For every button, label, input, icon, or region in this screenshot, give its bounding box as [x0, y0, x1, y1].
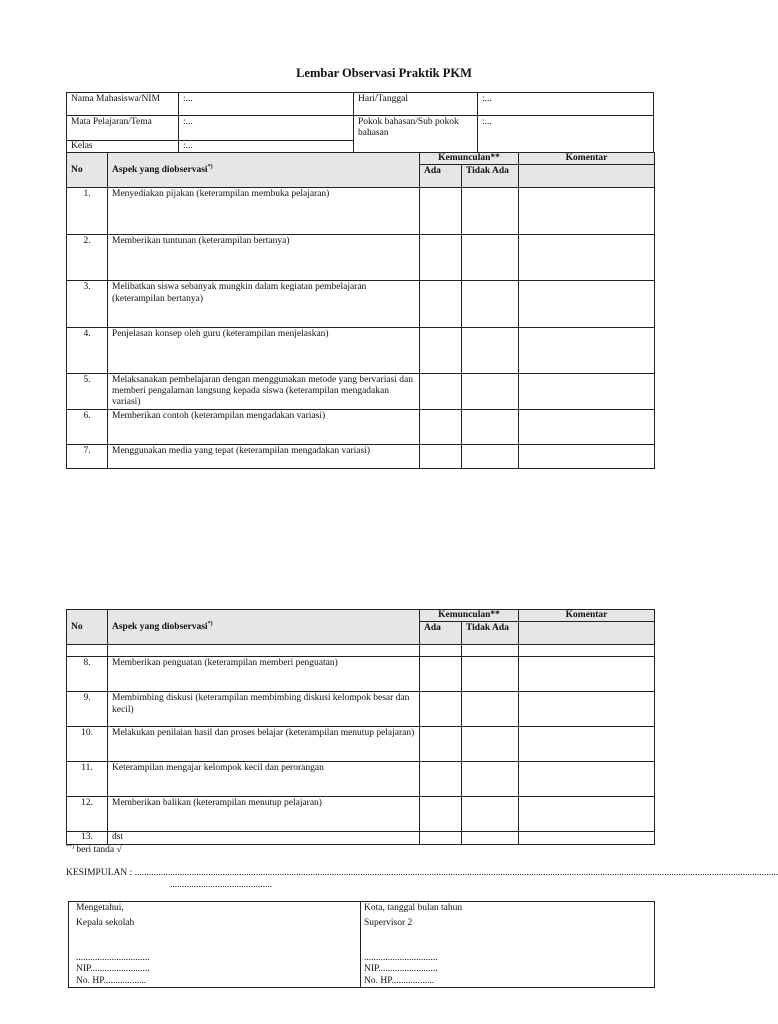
- tidak-ada-cell[interactable]: [462, 692, 519, 727]
- table-row: [67, 832, 655, 844]
- row-aspect: Melaksanakan pembelajaran dengan menggunakan metode yang bervariasi dan memberi pengalaman langsung kepada siswa (keterampilan mengadakan variasi): [108, 374, 420, 410]
- mapel-label: Mata Pelajaran/Tema: [67, 116, 179, 141]
- table-row: [67, 692, 655, 727]
- komentar-cell[interactable]: [519, 235, 655, 281]
- observation-table-2: [66, 609, 655, 845]
- komentar-cell[interactable]: [519, 832, 655, 844]
- ada-cell[interactable]: [420, 410, 462, 445]
- table-row: [67, 727, 655, 762]
- header-komentar-blank: [519, 622, 655, 645]
- header-tidak-ada: Tidak Ada: [462, 622, 519, 645]
- header-aspek: Aspek yang diobservasi*): [108, 610, 420, 645]
- komentar-cell[interactable]: [519, 692, 655, 727]
- ada-cell[interactable]: [420, 832, 462, 844]
- row-aspect: dst: [108, 832, 420, 844]
- row-number: 5.: [67, 374, 108, 410]
- table-row-empty: [67, 645, 655, 657]
- komentar-cell[interactable]: [519, 797, 655, 832]
- nama-value: :...: [179, 93, 354, 116]
- footnote-mark: **): [66, 844, 74, 850]
- left-kepala-sekolah: Kepala sekolah: [76, 918, 135, 928]
- tidak-ada-cell[interactable]: [462, 727, 519, 762]
- tidak-ada-cell[interactable]: [462, 188, 519, 235]
- row-aspect: Melibatkan siswa sebanyak mungkin dalam kegiatan pembelajaran (keterampilan bertanya): [108, 281, 420, 328]
- row-aspect: Memberikan contoh (keterampilan mengadakan variasi): [108, 410, 420, 445]
- header-kemunculan: Kemunculan**: [420, 153, 519, 165]
- komentar-cell[interactable]: [519, 328, 655, 374]
- right-hp: No. HP..................: [364, 976, 435, 986]
- tidak-ada-cell[interactable]: [462, 374, 519, 410]
- table-row: [67, 762, 655, 797]
- footnote-text: beri tanda √: [74, 845, 122, 856]
- header-no: No: [67, 610, 108, 645]
- ada-cell[interactable]: [420, 657, 462, 692]
- row-aspect: Penjelasan konsep oleh guru (keterampilan menjelaskan): [108, 328, 420, 374]
- row-number: 8.: [67, 657, 108, 692]
- row-aspect: Memberikan penguatan (keterampilan memberi penguatan): [108, 657, 420, 692]
- right-supervisor: Supervisor 2: [364, 918, 413, 928]
- signature-divider: [360, 902, 361, 987]
- row-number: 4.: [67, 328, 108, 374]
- komentar-cell[interactable]: [519, 281, 655, 328]
- left-signature-dots: ...............................: [76, 953, 150, 963]
- row-aspect: Memberikan tuntunan (keterampilan bertanya): [108, 235, 420, 281]
- row-number: 9.: [67, 692, 108, 727]
- komentar-cell[interactable]: [519, 410, 655, 445]
- row-aspect: Memberikan balikan (keterampilan menutup pelajaran): [108, 797, 420, 832]
- komentar-cell[interactable]: [519, 657, 655, 692]
- row-number: 10.: [67, 727, 108, 762]
- info-table: [66, 92, 654, 153]
- tidak-ada-cell[interactable]: [462, 235, 519, 281]
- row-number: 12.: [67, 797, 108, 832]
- kelas-label: Kelas: [67, 141, 179, 153]
- komentar-cell[interactable]: [519, 374, 655, 410]
- row-number: 2.: [67, 235, 108, 281]
- ada-cell[interactable]: [420, 235, 462, 281]
- ada-cell[interactable]: [420, 281, 462, 328]
- left-hp: No. HP..................: [76, 976, 147, 986]
- row-number: 1.: [67, 188, 108, 235]
- tidak-ada-cell[interactable]: [462, 657, 519, 692]
- ada-cell[interactable]: [420, 797, 462, 832]
- komentar-cell[interactable]: [519, 445, 655, 469]
- kesimpulan-dots-1[interactable]: ...............................................................................................................................................................................................................................................................................: [134, 868, 778, 878]
- header-kemunculan: Kemunculan**: [420, 610, 519, 622]
- row-number: 6.: [67, 410, 108, 445]
- tidak-ada-cell[interactable]: [462, 328, 519, 374]
- tidak-ada-cell[interactable]: [462, 410, 519, 445]
- ada-cell[interactable]: [420, 188, 462, 235]
- header-komentar-blank: [519, 165, 655, 188]
- tidak-ada-cell[interactable]: [462, 797, 519, 832]
- table-row: [67, 235, 655, 281]
- footnote: [66, 844, 122, 857]
- table-row: [67, 445, 655, 469]
- header-komentar: Komentar: [519, 153, 655, 165]
- row-number: 7.: [67, 445, 108, 469]
- row-aspect: Menyediakan pijakan (keterampilan membuka pelajaran): [108, 188, 420, 235]
- ada-cell[interactable]: [420, 374, 462, 410]
- observation-table-1: [66, 152, 655, 469]
- table-row: [67, 188, 655, 235]
- row-aspect: Keterampilan mengajar kelompok kecil dan perorangan: [108, 762, 420, 797]
- table-row: [67, 281, 655, 328]
- kesimpulan-dots-2[interactable]: ...........................................: [170, 880, 273, 890]
- tidak-ada-cell[interactable]: [462, 281, 519, 328]
- row-number: 13.: [67, 832, 108, 844]
- mapel-value: :...: [179, 116, 354, 141]
- kesimpulan-label: KESIMPULAN :: [66, 868, 135, 878]
- ada-cell[interactable]: [420, 692, 462, 727]
- komentar-cell[interactable]: [519, 727, 655, 762]
- header-ada: Ada: [420, 165, 462, 188]
- komentar-cell[interactable]: [519, 188, 655, 235]
- nama-label: Nama Mahasiswa/NIM: [67, 93, 179, 116]
- document-title: Lembar Observasi Praktik PKM: [296, 66, 472, 80]
- right-nip: NIP.........................: [364, 964, 438, 974]
- ada-cell[interactable]: [420, 727, 462, 762]
- komentar-cell[interactable]: [519, 762, 655, 797]
- tidak-ada-cell[interactable]: [462, 762, 519, 797]
- tidak-ada-cell[interactable]: [462, 832, 519, 844]
- right-kota-tanggal: Kota, tanggal bulan tahun: [364, 903, 463, 913]
- ada-cell[interactable]: [420, 445, 462, 469]
- hari-label: Hari/Tanggal: [354, 93, 478, 116]
- hari-value: :...: [478, 93, 654, 116]
- row-aspect: Membimbing diskusi (keterampilan membimbing diskusi kelompok besar dan kecil): [108, 692, 420, 727]
- ada-cell[interactable]: [420, 328, 462, 374]
- row-number: 11.: [67, 762, 108, 797]
- header-ada: Ada: [420, 622, 462, 645]
- pokok-label: Pokok bahasan/Sub pokok bahasan: [354, 116, 478, 153]
- pokok-value: :...: [478, 116, 654, 153]
- tidak-ada-cell[interactable]: [462, 445, 519, 469]
- row-aspect: Melakukan penilaian hasil dan proses belajar (keterampilan menutup pelajaran): [108, 727, 420, 762]
- kesimpulan-line: [66, 868, 778, 879]
- table-row: [67, 328, 655, 374]
- table-row: [67, 797, 655, 832]
- ada-cell[interactable]: [420, 762, 462, 797]
- left-mengetahui: Mengetahui,: [76, 903, 124, 913]
- table-row: [67, 374, 655, 410]
- right-signature-dots: ...............................: [364, 953, 438, 963]
- table-row: [67, 410, 655, 445]
- header-komentar: Komentar: [519, 610, 655, 622]
- header-no: No: [67, 153, 108, 188]
- header-tidak-ada: Tidak Ada: [462, 165, 519, 188]
- table-row: [67, 657, 655, 692]
- signature-box: [68, 901, 655, 988]
- row-aspect: Menggunakan media yang tepat (keterampilan mengadakan variasi): [108, 445, 420, 469]
- header-aspek: Aspek yang diobservasi*): [108, 153, 420, 188]
- kelas-value: :...: [179, 141, 354, 153]
- row-number: 3.: [67, 281, 108, 328]
- left-nip: NIP.........................: [76, 964, 150, 974]
